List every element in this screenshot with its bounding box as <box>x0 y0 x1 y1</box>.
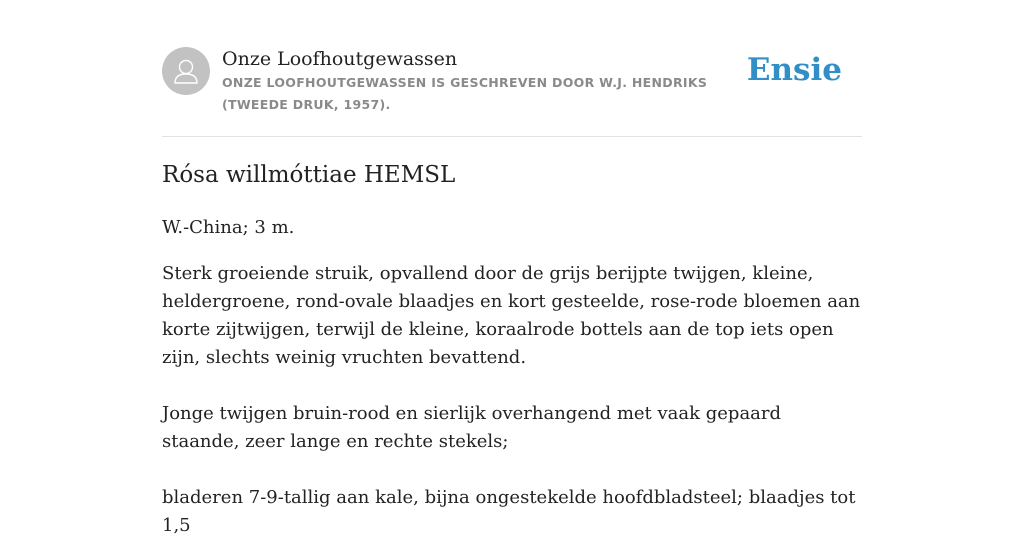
user-icon[interactable] <box>162 47 210 95</box>
brand-logo[interactable]: Ensie <box>746 52 842 88</box>
entry-paragraph: bladeren 7-9-tallig aan kale, bijna ongestekelde hoofdbladsteel; blaadjes tot 1,5 <box>162 487 856 536</box>
entry-paragraph: Jonge twijgen bruin-rood en sierlijk overhangend met vaak gepaard staande, zeer lange en rechte stekels; <box>162 403 782 452</box>
user-icon-graphic <box>162 47 210 95</box>
source-header <box>162 44 862 137</box>
entry-paragraph: Sterk groeiende struik, opvallend door de grijs berijpte twijgen, kleine, heldergroene, rond-ovale blaadjes en kort gesteelde, rose-rode bloemen aan korte zijtwijgen, terwijl de kleine, koraalrode bottels aan de top iets open zijn, slechts weinig vruchten bevattend. <box>162 263 861 368</box>
source-title[interactable]: Onze Loofhoutgewassen <box>222 48 458 70</box>
source-subtitle: ONZE LOOFHOUTGEWASSEN IS GESCHREVEN DOOR W.J. HENDRIKS (TWEEDE DRUK, 1957). <box>222 75 708 112</box>
entry-content <box>162 156 862 540</box>
entry-title: Rósa willmóttiae HEMSL <box>162 162 456 188</box>
entry-origin: W.-China; 3 m. <box>162 217 295 238</box>
